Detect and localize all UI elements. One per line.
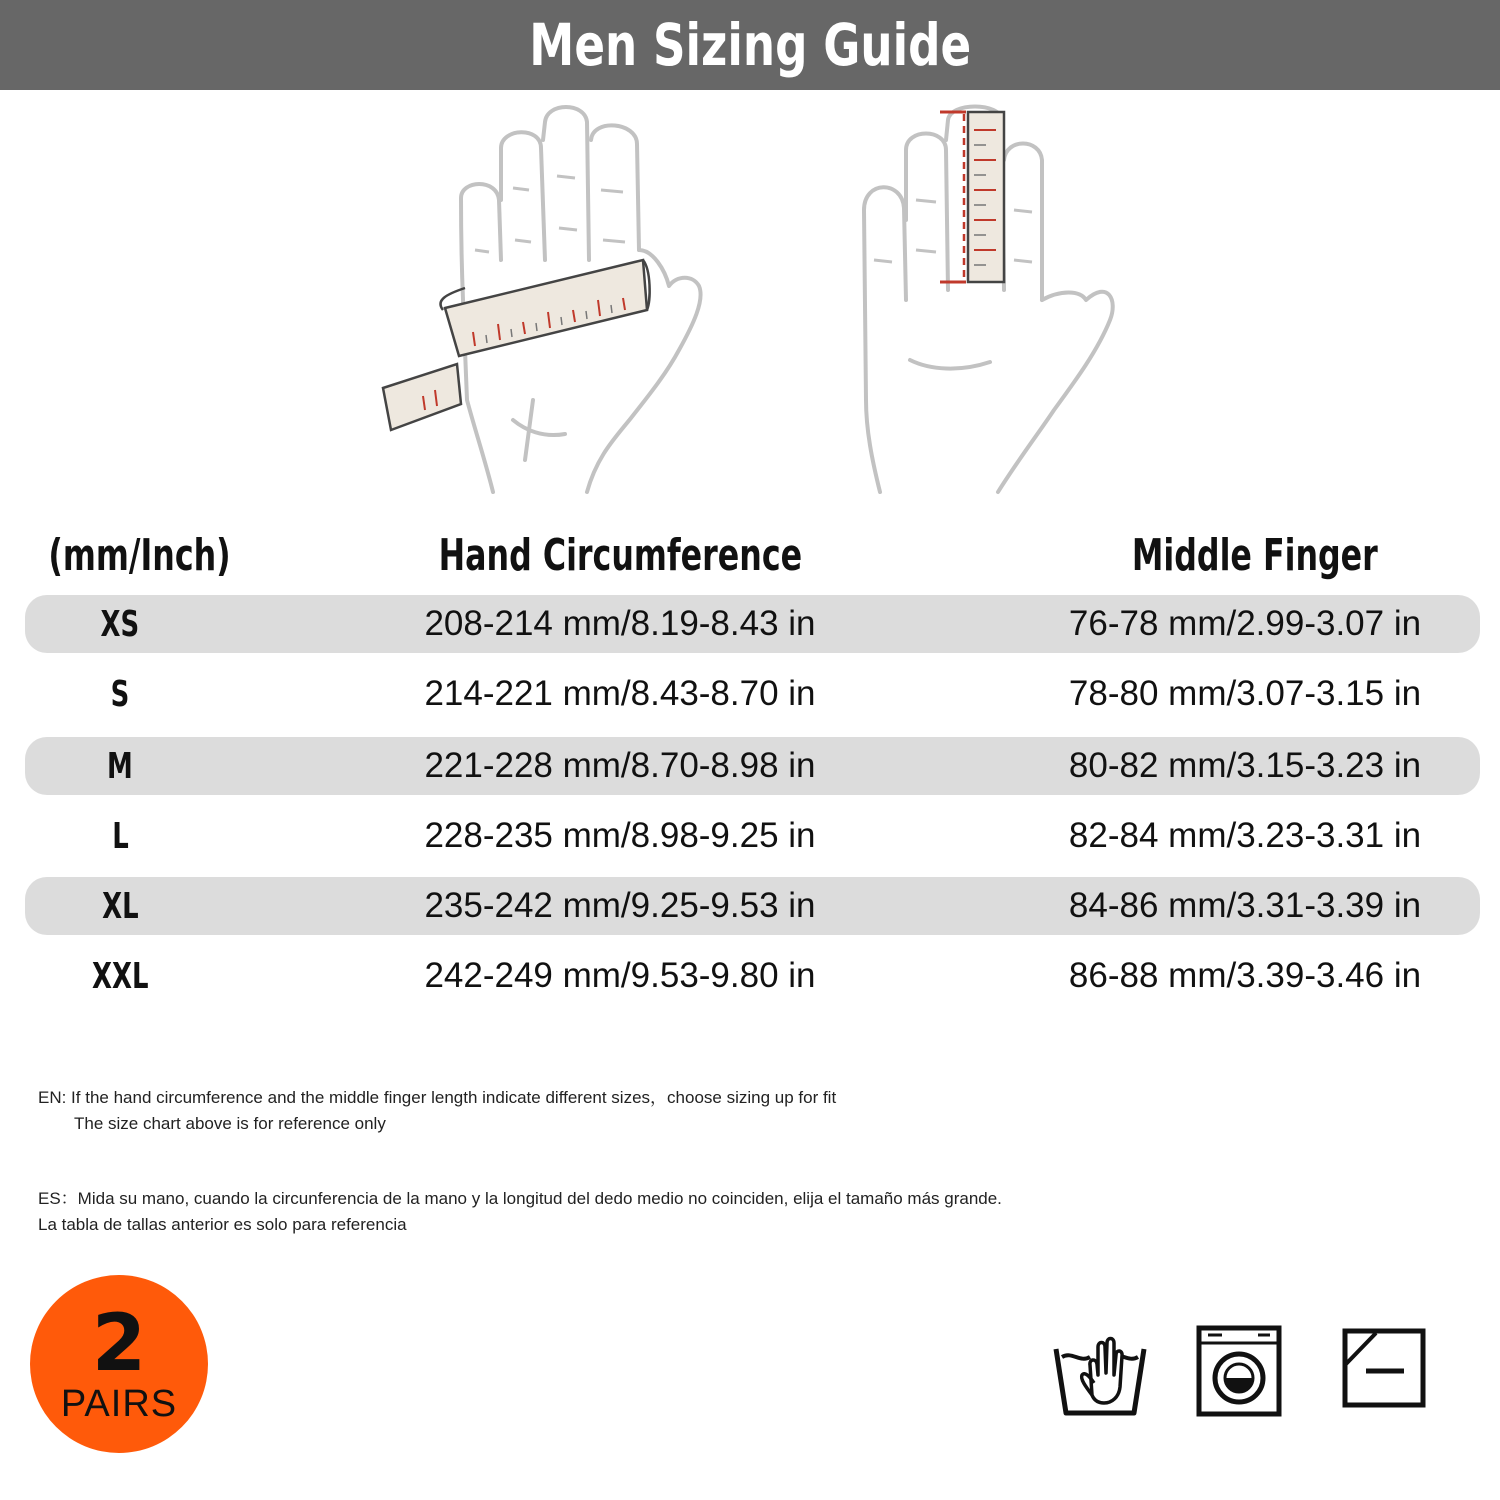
middle-finger-illustration — [850, 100, 1130, 500]
note-en — [38, 1085, 836, 1137]
size-label: XL — [101, 885, 139, 927]
machine-wash-icon — [1196, 1325, 1282, 1422]
middle-finger-value: 80-82 mm/3.15-3.23 in — [1068, 746, 1422, 785]
size-label: XXL — [91, 955, 149, 997]
pairs-badge — [30, 1275, 208, 1453]
size-label: L — [111, 815, 129, 857]
table-row — [25, 947, 1480, 1005]
middle-finger-value: 84-86 mm/3.31-3.39 in — [1068, 886, 1422, 925]
column-header-hand-circumference: Hand Circumference — [438, 529, 802, 581]
hand-wash-icon — [1052, 1325, 1148, 1422]
table-row — [25, 877, 1480, 935]
pairs-count: 2 — [91, 1299, 147, 1389]
hand-circumference-value: 242-249 mm/9.53-9.80 in — [424, 956, 816, 995]
middle-finger-value: 76-78 mm/2.99-3.07 in — [1068, 604, 1422, 643]
note-en-line1: EN: If the hand circumference and the middle finger length indicate different sizes，choose sizing up for fit — [38, 1088, 837, 1107]
hand-circumference-value: 221-228 mm/8.70-8.98 in — [424, 746, 816, 785]
hand-circumference-value: 228-235 mm/8.98-9.25 in — [424, 816, 816, 855]
title-bar — [0, 0, 1500, 90]
page-title: Men Sizing Guide — [529, 11, 971, 79]
column-header-middle-finger: Middle Finger — [1132, 529, 1378, 581]
size-label: XS — [100, 603, 140, 645]
table-row — [25, 737, 1480, 795]
line-dry-icon — [1342, 1325, 1426, 1414]
table-row — [25, 807, 1480, 865]
size-label: S — [110, 673, 130, 715]
table-row — [25, 595, 1480, 653]
pairs-label: PAIRS — [60, 1383, 178, 1425]
size-label: M — [107, 745, 133, 787]
middle-finger-value: 82-84 mm/3.23-3.31 in — [1068, 816, 1422, 855]
note-es-line1: ES：Mida su mano, cuando la circunferencia de la mano y la longitud del dedo medio no coinciden, elija el tamaño más grande. — [38, 1189, 1002, 1208]
note-es — [38, 1186, 1002, 1238]
hand-circumference-value: 208-214 mm/8.19-8.43 in — [424, 604, 816, 643]
table-row — [25, 665, 1480, 723]
hand-circumference-illustration — [375, 100, 715, 500]
hand-circumference-value: 214-221 mm/8.43-8.70 in — [424, 674, 816, 713]
middle-finger-value: 86-88 mm/3.39-3.46 in — [1068, 956, 1422, 995]
note-es-line2: La tabla de tallas anterior es solo para referencia — [38, 1215, 407, 1234]
column-header-unit: (mm/Inch) — [48, 529, 232, 581]
hand-circumference-value: 235-242 mm/9.25-9.53 in — [424, 886, 816, 925]
middle-finger-value: 78-80 mm/3.07-3.15 in — [1068, 674, 1422, 713]
note-en-line2: The size chart above is for reference only — [74, 1114, 386, 1133]
